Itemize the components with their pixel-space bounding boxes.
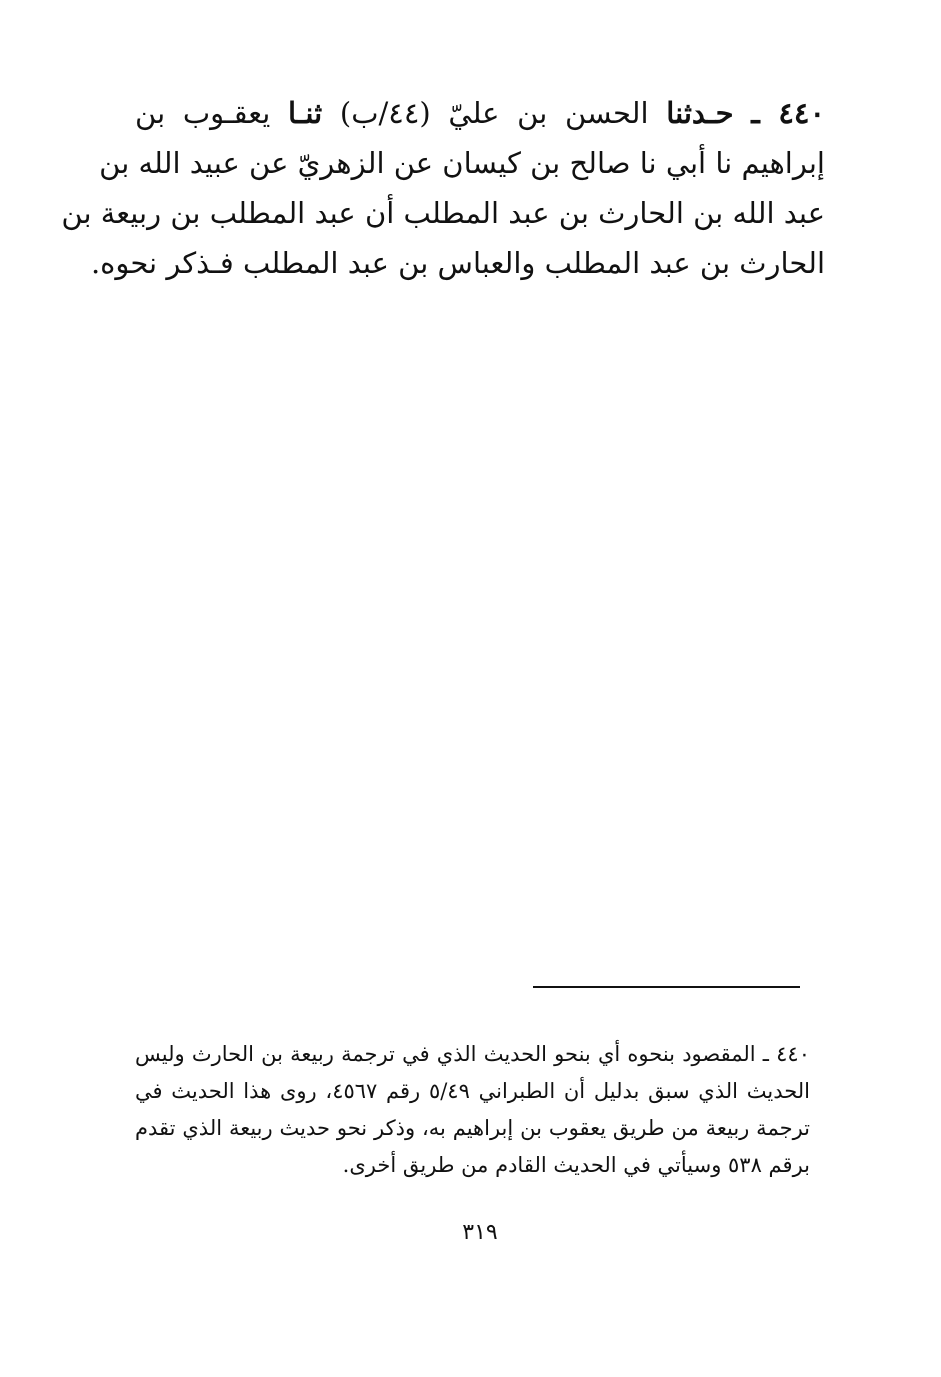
footnote-line-3: ترجمة ربيعة من طريق يعقوب بن إبراهيم به، وذكر نحو حديث ربيعة الذي تقدم	[135, 1116, 810, 1140]
page-number: ٣١٩	[462, 1220, 498, 1245]
footnote	[135, 1036, 810, 1184]
hadith-text	[61, 88, 826, 288]
footnote-line-1: ٤٤٠ ـ المقصود بنحوه أي بنحو الحديث الذي في ترجمة ربيعة بن الحارث وليس	[135, 1042, 810, 1066]
hadith-line-4: الحارث بن عبد المطلب والعباس بن عبد المطلب فـذكر نحوه.	[90, 246, 825, 280]
hadith-line-1-text-b: يعقـوب بن	[135, 96, 271, 130]
footnote-line-2: الحديث الذي سبق بدليل أن الطبراني ٥/٤٩ رقم ٤٥٦٧، روى هذا الحديث في	[135, 1079, 810, 1103]
narration-term-thana: ثنـا	[288, 96, 323, 130]
hadith-line-1-text-a: الحسن بن عليّ (٤٤/ب)	[339, 96, 649, 130]
footnote-line-4: برقم ٥٣٨ وسيأتي في الحديث القادم من طريق أخرى.	[342, 1153, 810, 1177]
hadith-line-2: إبراهيم نا أبي نا صالح بن كيسان عن الزهريّ عن عبيد الله بن	[99, 146, 825, 180]
hadith-number: ٤٤٠ ـ	[751, 96, 826, 130]
narration-term-haddathana: حـدثنا	[666, 96, 734, 130]
hadith-line-3: عبد الله بن الحارث بن عبد المطلب أن عبد المطلب بن ربيعة بن	[61, 196, 825, 230]
hadith-line-1	[135, 88, 825, 138]
footnote-separator	[533, 986, 800, 988]
